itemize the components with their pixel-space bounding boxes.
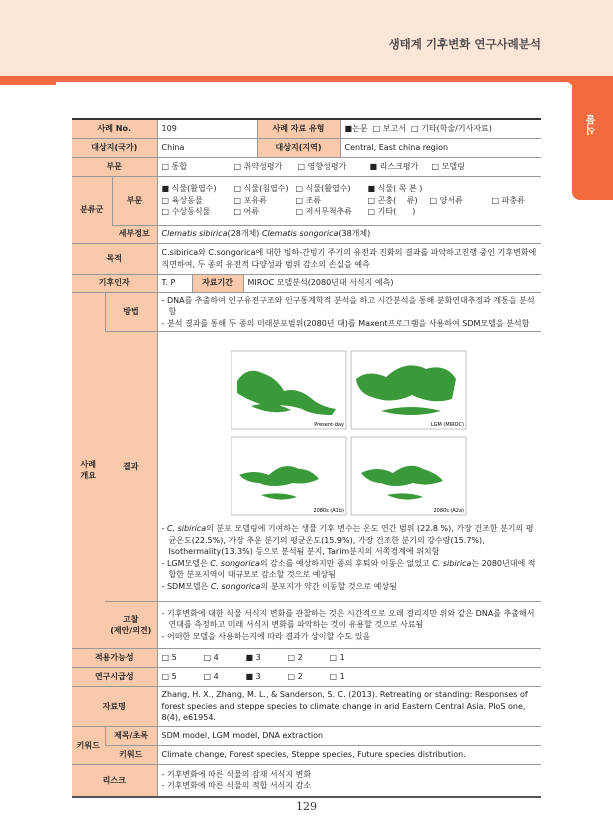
period-value: MIROC 모델분석(2080년대 서식지 예측) [243,274,541,292]
country-label: 대상지(국가) [72,138,157,157]
sector-option[interactable]: ■ 리스크평가 [369,161,419,171]
rating-option[interactable]: □ 5 [161,653,177,663]
applicability-label: 적용가능성 [72,649,157,668]
risk-label: 리스크 [72,765,157,797]
risk-item: - 기후변화에 따른 식물의 잠재 서식지 변화 [161,769,312,779]
rating-option[interactable]: □ 1 [329,672,345,682]
sector-option[interactable]: □ 모델링 [431,161,465,171]
result-label: 결과 [105,332,157,602]
species-name: Clematis sibirica [161,229,228,239]
taxon-option[interactable]: □ 포유류 [233,195,267,205]
climate-label: 기후인자 [72,274,157,292]
result-item: - C. sibirica의 분포 모델링에 기여하는 생물 기후 변수는 온도 연간 범위 (22.8 %), 가장 건조한 분기의 평균온도(22.5%), 가장 추운 분기의 평균온도(15.9%), 가장 건조한 분기의 강수량(15.7%), Isothermality(13.3%) 등으로 분석됨 분지, Tarim분지의 서쪽경계에 위치함 [161,524,534,557]
taxon-option[interactable]: □ 저서무척추류 [295,207,353,217]
taxon-option[interactable]: □ 수상동식물 [161,207,211,217]
rating-option[interactable]: □ 4 [203,672,219,682]
detail-label: 세부정보 [112,225,157,243]
climate-value: T. P [157,274,192,292]
type-option[interactable]: □ 기타(학술/기사자료) [411,123,492,133]
type-option[interactable]: ■논문 [344,123,368,133]
method-item: - DNA를 추출하여 인구유전구조와 인구통계학적 분석을 하고 시간분석을 통해 분화연대추정과 계통을 분석함 [161,295,535,317]
discussion-label: 고찰 (제안/의견) [105,602,157,649]
risk-item: - 기후변화에 따른 식물의 적합 서식지 감소 [161,781,312,791]
kw-value: Climate change, Forest species, Steppe species, Future species distribution. [157,746,541,765]
urgency-options [157,668,541,687]
sector-options [157,157,541,176]
sector-option[interactable]: □ 통합 [161,161,188,171]
side-tab-label: 식물 [587,115,598,135]
method-item: - 분석 결과를 통해 두 종의 미래분포범위(2080년 대)를 Maxent프로그램을 사용하여 SDM모델을 분석함 [161,318,530,328]
purpose-value: C.sibirica와 C.songorica에 대한 빙하-간빙기 주기의 유전과 진화의 결과를 파악하고진행 중인 기후변화에 직면하여, 두 종의 유전적 다양성과 범위 감소의 손실을 예측 [157,243,541,274]
map-panel [231,437,346,515]
source-value: Zhang, H. X., Zhang, M. L., & Sanderson, S. C. (2013). Retreating or standing: Responses of forest species and steppe species to climate change in arid Eastern Central Asia. PloS one, 8(4), e61954. [157,687,541,727]
taxon-option[interactable]: □ 식물(활엽수) [295,184,351,194]
discussion-value [157,602,541,649]
method-value [157,292,541,332]
title-keywords-label: 제목/초록 [105,727,157,746]
taxon-option[interactable]: □ 양서류 [429,195,463,205]
page-number: 129 [296,800,317,813]
rating-option[interactable]: □ 1 [329,653,345,663]
rating-option[interactable]: □ 2 [287,672,303,682]
region-value: Central, East china region [340,138,541,157]
page-title: 생태계 기후변화 연구사례분석 [388,37,541,51]
map-label: Present-day [314,422,345,428]
taxon-sub-label: 부문 [112,176,157,225]
risk-value [157,765,541,797]
type-options [340,119,541,138]
type-option[interactable]: □ 보고서 [372,123,406,133]
country-value: China [157,138,257,157]
type-label: 사례 자료 유형 [257,119,340,138]
rating-option[interactable]: □ 5 [161,672,177,682]
rating-option[interactable]: ■ 3 [245,672,261,682]
side-tab[interactable] [572,85,613,200]
rating-option[interactable]: □ 2 [287,653,303,663]
map-panel [351,351,466,429]
case-table [72,118,541,798]
discussion-item: - 기후변화에 대한 식물 서식지 변화를 관찰하는 것은 시간적으로 오래 걸리지만 위와 같은 DNA를 추출해서 연대를 측정하고 미래 서식지 변화를 파악하는 것이 유용할 것으로 사료됨 [161,608,535,630]
result-value [157,332,541,602]
map-label: 2080s (A2a) [433,508,465,514]
rating-option[interactable]: □ 4 [203,653,219,663]
taxon-label: 분류군 [72,176,112,243]
map-label: 2080s (A1b) [313,508,345,514]
overview-label: 사례 개요 [72,292,105,649]
discussion-item: - 어떠한 모델을 사용하는지에 따라 결과가 상이할 수도 있음 [161,632,371,642]
detail-value [157,225,541,243]
map-panel [231,351,346,429]
method-label: 방법 [105,292,157,332]
urgency-label: 연구시급성 [72,668,157,687]
taxon-option[interactable]: □ 곤충( 류) [367,195,418,205]
taxon-option[interactable]: ■ 식물(활엽수) [161,184,217,194]
result-item: - LGM모델은 C. songorica의 감소를 예상하지만 종의 후퇴와 이동은 없었고 C. sibirica는 2080년대에 적합한 분포지역이 대규모로 감소할 것으로 예상됨 [161,558,536,580]
taxon-option[interactable]: □ 조류 [295,195,322,205]
taxon-option[interactable]: □ 식물(침엽수) [233,184,289,194]
map-panel [351,437,466,515]
taxon-options [157,176,541,225]
case-no-label: 사례 No. [72,119,157,138]
result-item: - SDM모델은 C. songorica의 분포지가 약간 이동할 것으로 예상됨 [161,581,397,591]
taxon-option[interactable]: □ 기타( ) [367,207,416,217]
taxon-option[interactable]: □ 어류 [233,207,260,217]
period-label: 자료기간 [192,274,243,292]
taxon-option[interactable]: ■ 식물( 목 본 ) [367,184,423,194]
map-label: LGM (MIROC) [431,422,465,428]
title-keywords-value: SDM model, LGM model, DNA extraction [157,727,541,746]
region-label: 대상지(지역) [257,138,340,157]
sector-option[interactable]: □ 영향성평가 [297,161,347,171]
sector-label: 부문 [72,157,157,176]
keywords-label: 키워드 [72,727,105,765]
taxon-option[interactable]: □ 육상동물 [161,195,203,205]
taxon-option[interactable]: □ 파충류 [491,195,525,205]
applicability-options [157,649,541,668]
distribution-maps-figure [231,345,467,519]
rating-option[interactable]: ■ 3 [245,653,261,663]
source-label: 자료명 [72,687,157,727]
case-no-value: 109 [157,119,257,138]
species-count: (38개체) [338,229,371,239]
purpose-label: 목적 [72,243,157,274]
species-name: Clematis songorica [261,229,339,239]
kw-label: 키워드 [105,746,157,765]
species-count: (28개체) [227,229,262,239]
sector-option[interactable]: □ 취약성평가 [233,161,283,171]
